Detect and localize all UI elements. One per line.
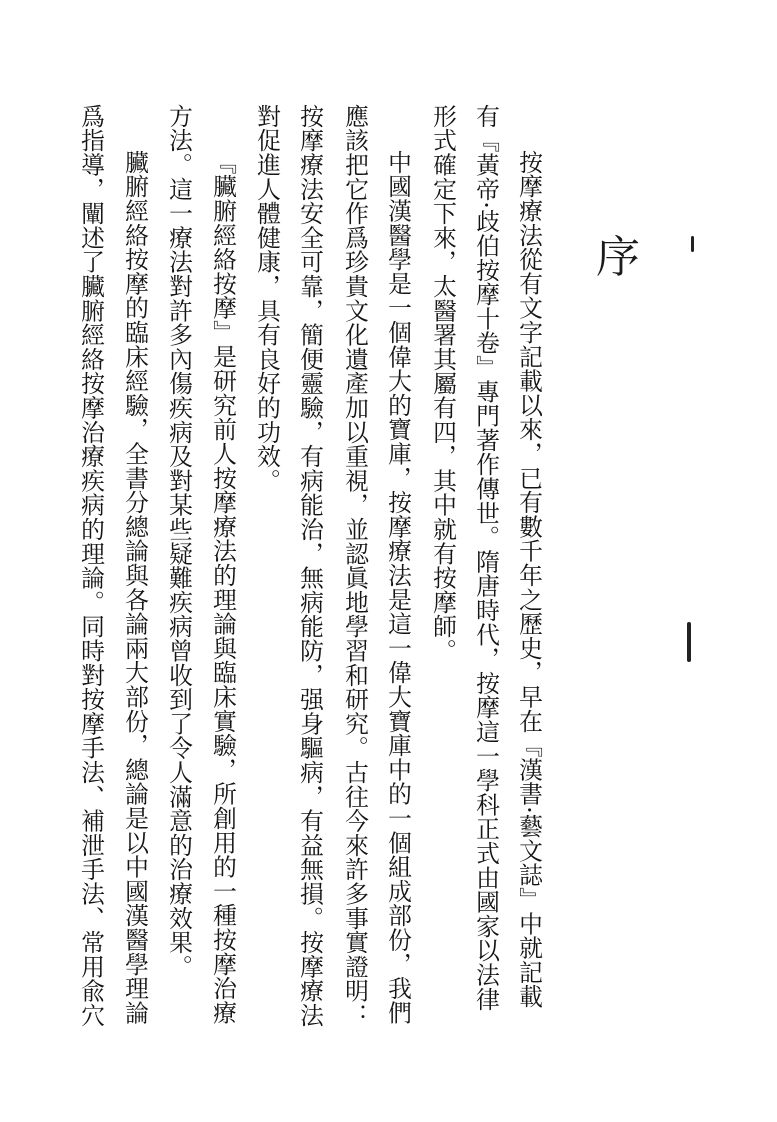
text-column-3: 形式確定下來，太醫署其屬有四，其中就有按摩師。: [429, 104, 457, 663]
text-column-2: 有『黃帝·歧伯按摩十卷』專門著作傳世。隋唐時代，按摩這一學科正式由國家以法律: [472, 104, 500, 1012]
binding-mark-top: [691, 236, 694, 252]
text-column-9: 方法。這一療法對許多內傷疾病及對某些疑難疾病曾收到了令人滿意的治療效果。: [165, 104, 193, 979]
text-column-5: 應該把它作爲珍貴文化遺產加以重視，並認眞地學習和研究。古往今來許多事實證明：: [341, 104, 369, 1028]
text-column-10: 臟腑經絡按摩的臨床經驗，全書分總論與各論兩大部份，總論是以中國漢醫學理論: [121, 150, 149, 1025]
text-column-11: 爲指導，闡述了臟腑經絡按摩治療疾病的理論。同時對按摩手法、補泄手法、常用兪穴: [77, 104, 105, 1028]
preface-title: 序: [596, 232, 640, 283]
text-column-1: 按摩療法從有文字記載以來，已有數千年之歷史，早在『漢書·藝文誌』中就記載: [515, 150, 543, 1009]
text-column-8: 『臟腑經絡按摩』是研究前人按摩療法的理論與臨床實驗，所創用的一種按摩治療: [209, 150, 237, 1025]
binding-mark-middle: [687, 622, 691, 662]
text-column-6: 按摩療法安全可靠，簡便靈驗，有病能治，無病能防，强身驅病，有益無損。按摩療法: [296, 104, 324, 1028]
text-column-4: 中國漢醫學是一個偉大的寶庫，按摩療法是這一偉大寶庫中的一個組成部份，我們: [384, 150, 412, 1025]
text-column-7: 對促進人體健康，具有良好的功效。: [253, 104, 281, 493]
